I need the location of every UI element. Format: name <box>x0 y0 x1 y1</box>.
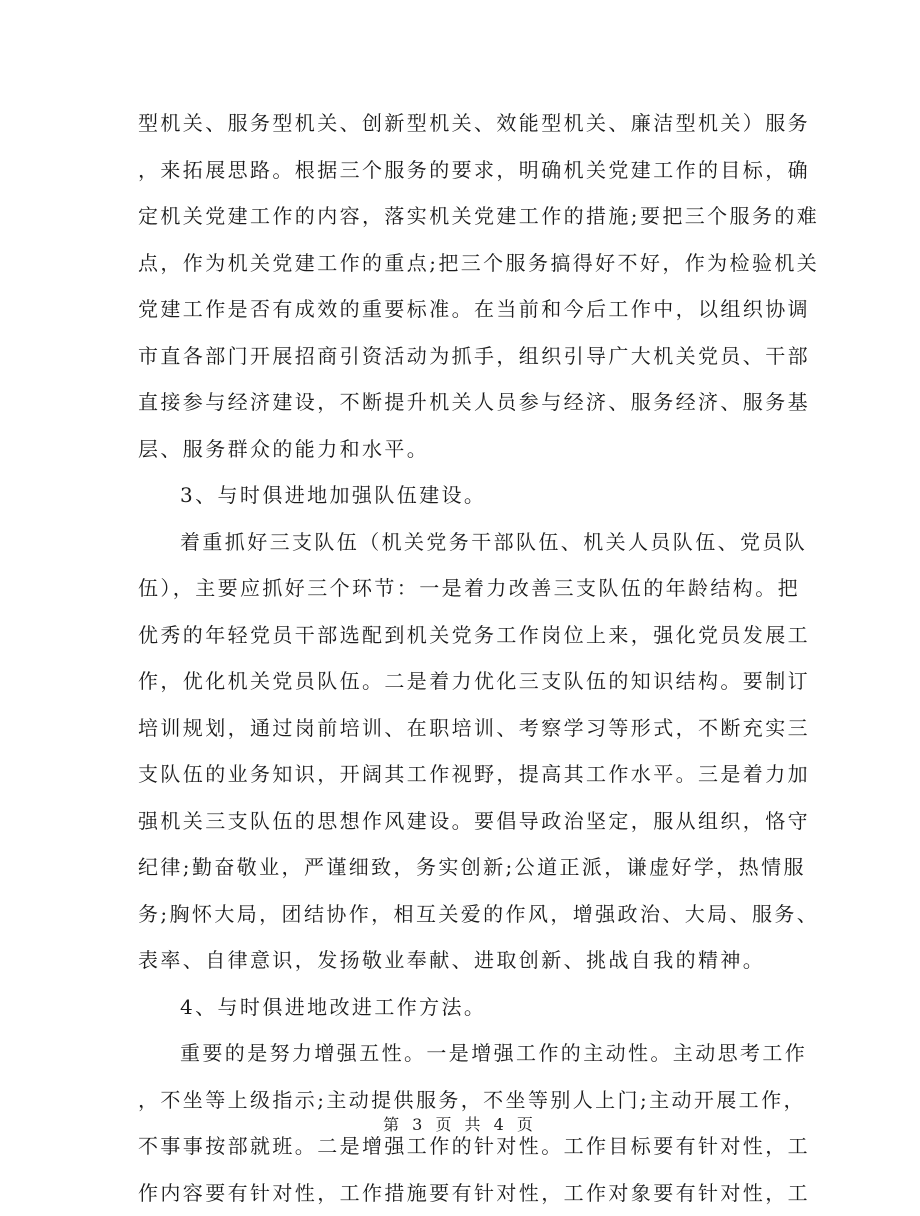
text-line: 定机关党建工作的内容，落实机关党建工作的措施;要把三个服务的难 <box>138 193 788 240</box>
text-line: ，来拓展思路。根据三个服务的要求，明确机关党建工作的目标，确 <box>138 147 788 194</box>
text-line: 党建工作是否有成效的重要标准。在当前和今后工作中，以组织协调 <box>138 286 788 333</box>
text-line: 型机关、服务型机关、创新型机关、效能型机关、廉洁型机关）服务 <box>138 100 788 147</box>
text-line: 表率、自律意识，发扬敬业奉献、进取创新、挑战自我的精神。 <box>138 937 788 984</box>
text-line: 3、与时俱进地加强队伍建设。 <box>138 472 788 519</box>
text-line: 层、服务群众的能力和水平。 <box>138 426 788 473</box>
text-line: 重要的是努力增强五性。一是增强工作的主动性。主动思考工作 <box>138 1030 788 1077</box>
text-line: 4、与时俱进地改进工作方法。 <box>138 984 788 1031</box>
text-line: 纪律;勤奋敬业，严谨细致，务实创新;公道正派，谦虚好学，热情服 <box>138 844 788 891</box>
text-line: 培训规划，通过岗前培训、在职培训、考察学习等形式，不断充实三 <box>138 705 788 752</box>
text-line: 伍），主要应抓好三个环节：一是着力改善三支队伍的年龄结构。把 <box>138 565 788 612</box>
text-line: 不事事按部就班。二是增强工作的针对性。工作目标要有针对性，工 <box>138 1123 788 1170</box>
text-line: 作，优化机关党员队伍。二是着力优化三支队伍的知识结构。要制订 <box>138 658 788 705</box>
text-line: 优秀的年轻党员干部选配到机关党务工作岗位上来，强化党员发展工 <box>138 612 788 659</box>
text-line: ，不坐等上级指示;主动提供服务，不坐等别人上门;主动开展工作， <box>138 1077 788 1124</box>
text-line: 强机关三支队伍的思想作风建设。要倡导政治坚定，服从组织，恪守 <box>138 798 788 845</box>
text-line: 点，作为机关党建工作的重点;把三个服务搞得好不好，作为检验机关 <box>138 240 788 287</box>
text-line: 支队伍的业务知识，开阔其工作视野，提高其工作水平。三是着力加 <box>138 751 788 798</box>
text-line: 作内容要有针对性，工作措施要有针对性，工作对象要有针对性，工 <box>138 1170 788 1216</box>
text-line: 直接参与经济建设，不断提升机关人员参与经济、服务经济、服务基 <box>138 379 788 426</box>
page-number-footer: 第 3 页 共 4 页 <box>0 1113 920 1137</box>
text-line: 市直各部门开展招商引资活动为抓手，组织引导广大机关党员、干部 <box>138 333 788 380</box>
text-line: 务;胸怀大局，团结协作，相互关爱的作风，增强政治、大局、服务、 <box>138 891 788 938</box>
text-line: 着重抓好三支队伍（机关党务干部队伍、机关人员队伍、党员队 <box>138 519 788 566</box>
document-body <box>138 100 788 1216</box>
